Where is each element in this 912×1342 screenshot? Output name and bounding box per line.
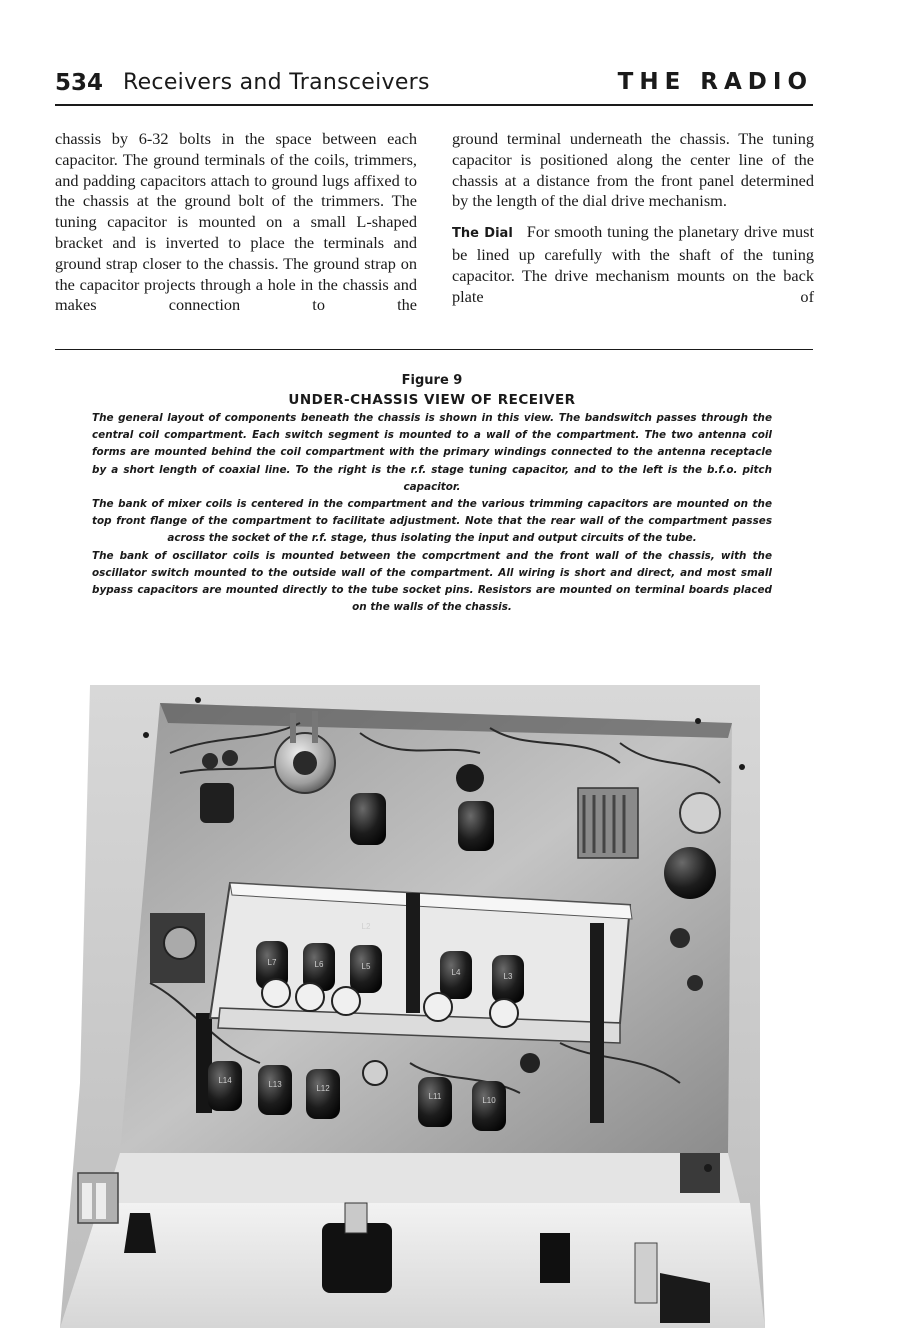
coil-label-l12: L12 — [316, 1084, 330, 1093]
book-section-title: Receivers and Transceivers — [123, 70, 430, 95]
left-column — [55, 129, 417, 316]
dial-heading: The Dial — [452, 226, 513, 242]
coil-label-l4: L4 — [451, 968, 461, 977]
dial-paragraph-text: For smooth tuning the planetary drive must be lined up carefully with the shaft of the tuning capacitor. The drive mechanism mounts on the back plate of — [452, 222, 814, 306]
caption-paragraph-1: The general layout of components beneath the chassis is shown in this view. The bandswitch passes through the central coil compartment. Each switch segment is mounted to a wall of the compartment. The two antenna coil forms are mounted behind the coil compartment with the primary windings connected to the antenna receptacle by a short length of coaxial line. To the right is the r.f. stage tuning capacitor, and to the left is the b.f.o. pitch capacitor. — [92, 412, 772, 493]
figure-label: Figure 9 — [401, 373, 463, 388]
figure-caption — [92, 372, 772, 616]
coil-label-l13: L13 — [268, 1080, 282, 1089]
running-title: THE RADIO — [617, 69, 813, 95]
coil-label-l14: L14 — [218, 1076, 232, 1085]
dial-paragraph — [452, 222, 814, 307]
caption-paragraph-3: The bank of oscillator coils is mounted between the compcrtment and the front wall of the chassis, with the oscillator switch mounted to the outside wall of the compartment. All wiring is short and direct, and most small bypass capacitors are mounted directly to the tube socket pins. Resistors are mounted on terminal boards placed on the walls of the chassis. — [92, 549, 772, 614]
coil-label-l6: L6 — [314, 960, 324, 969]
chassis-photograph — [60, 683, 765, 1328]
left-column-paragraph: chassis by 6-32 bolts in the space between each capacitor. The ground terminals of the coils, trimmers, and padding capacitors attach to ground lugs affixed to the chassis at the ground bolt of the trimmers. The tuning capacitor is mounted on a small L-shaped bracket and is inverted to place the terminals and ground strap closer to the chassis. The ground strap on the capacitor projects through a hole in the chassis and makes connection to the — [55, 129, 417, 315]
right-column-paragraph: ground terminal underneath the chassis. The tuning capacitor is positioned along the center line of the chassis at a distance from the front panel determined by the length of the dial drive mechanism. — [452, 129, 814, 211]
rf-tuning-capacitor — [578, 788, 638, 858]
coil-label-l5: L5 — [361, 962, 371, 971]
header-rule — [55, 104, 813, 106]
figure-title: UNDER-CHASSIS VIEW OF RECEIVER — [288, 392, 576, 408]
page-number: 534 — [55, 70, 104, 96]
text-figure-rule — [55, 349, 813, 350]
coil-label-l7: L7 — [267, 958, 277, 967]
coil-label-l2: L2 — [361, 922, 371, 931]
right-column — [452, 129, 814, 307]
coil-label-l10: L10 — [482, 1096, 496, 1105]
coil-label-l11: L11 — [428, 1092, 442, 1101]
coil-label-l3: L3 — [503, 972, 513, 981]
caption-paragraph-2: The bank of mixer coils is centered in the compartment and the various trimming capacitors are mounted on the top front flange of the compartment to facilitate adjustment. Note that the rear wall of the compartment passes across the socket of the r.f. stage, thus isolating the input and output circuits of the tube. — [92, 498, 772, 545]
